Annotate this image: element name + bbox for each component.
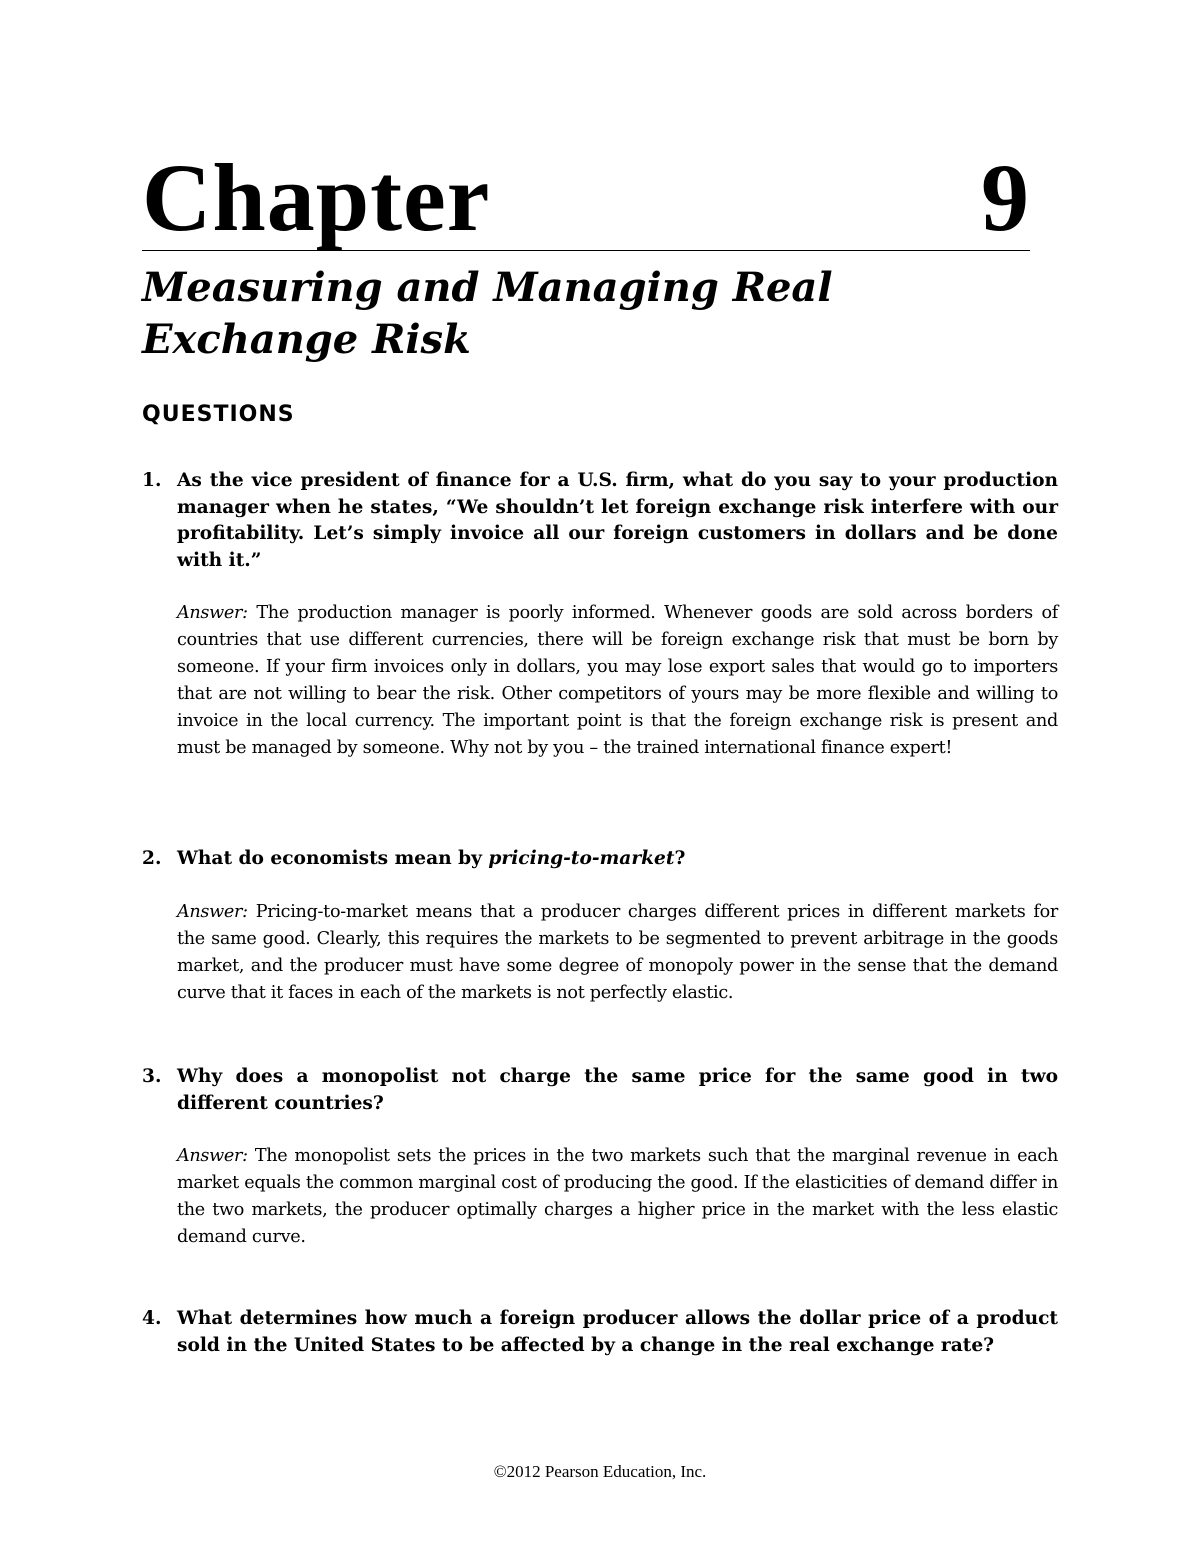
question-text: As the vice president of finance for a U.S. firm, what do you say to your production manager when he states, “We shouldn’t let foreign exchange risk interfere with our profitability. Let’s simply invoice all our foreign customers in dollars and be done with it.”	[177, 470, 1058, 571]
qa-item-3	[142, 1064, 1058, 1251]
question-4	[142, 1306, 1058, 1359]
question-text: Why does a monopolist not charge the same price for the same good in two different countries?	[177, 1066, 1058, 1114]
answer-text: The monopolist sets the prices in the two markets such that the marginal revenue in each market equals the common marginal cost of producing the good. If the elasticities of demand differ in the two markets, the producer optimally charges a higher price in the market with the less elastic demand curve.	[177, 1146, 1058, 1247]
chapter-title: Measuring and Managing Real Exchange Risk	[142, 264, 833, 363]
qa-item-4	[142, 1306, 1058, 1359]
question-number: 2.	[142, 848, 162, 869]
answer-1	[142, 600, 1058, 762]
question-number: 3.	[142, 1066, 162, 1087]
answer-label: Answer:	[177, 901, 248, 922]
question-2	[142, 846, 1058, 873]
answer-label: Answer:	[177, 1146, 248, 1166]
question-text-suffix: ?	[674, 848, 686, 869]
qa-item-2	[142, 846, 1058, 1007]
question-text-prefix: What do economists mean by	[177, 848, 489, 869]
qa-item-1	[142, 468, 1058, 762]
question-number: 1.	[142, 470, 162, 491]
question-1	[142, 468, 1058, 574]
chapter-heading	[142, 144, 1030, 251]
chapter-label: Chapter	[142, 144, 491, 251]
section-heading: QUESTIONS	[142, 402, 295, 427]
answer-3	[142, 1143, 1058, 1251]
chapter-rule-divider	[142, 250, 1030, 251]
answer-label: Answer:	[177, 603, 248, 623]
question-number: 4.	[142, 1308, 162, 1329]
question-text: What determines how much a foreign producer allows the dollar price of a product sold in the United States to be affected by a change in the real exchange rate?	[177, 1308, 1058, 1356]
question-3	[142, 1064, 1058, 1117]
answer-text: Pricing-to-market means that a producer charges different prices in different markets for the same good. Clearly, this requires the markets to be segmented to prevent arbitrage in the goods market, and the producer must have some degree of monopoly power in the sense that the demand curve that it faces in each of the markets is not perfectly elastic.	[177, 901, 1058, 1003]
answer-2	[142, 899, 1058, 1007]
question-term: pricing-to-market	[488, 848, 675, 869]
answer-text: The production manager is poorly informed. Whenever goods are sold across borders of countries that use different currencies, there will be foreign exchange risk that must be born by someone. If your firm invoices only in dollars, you may lose export sales that would go to importers that are not willing to bear the risk. Other competitors of yours may be more flexible and willing to invoice in the local currency. The important point is that the foreign exchange risk is present and must be managed by someone. Why not by you – the trained international finance expert!	[177, 603, 1058, 758]
chapter-number: 9	[981, 144, 1030, 251]
page-footer-copyright: ©2012 Pearson Education, Inc.	[493, 1462, 707, 1481]
